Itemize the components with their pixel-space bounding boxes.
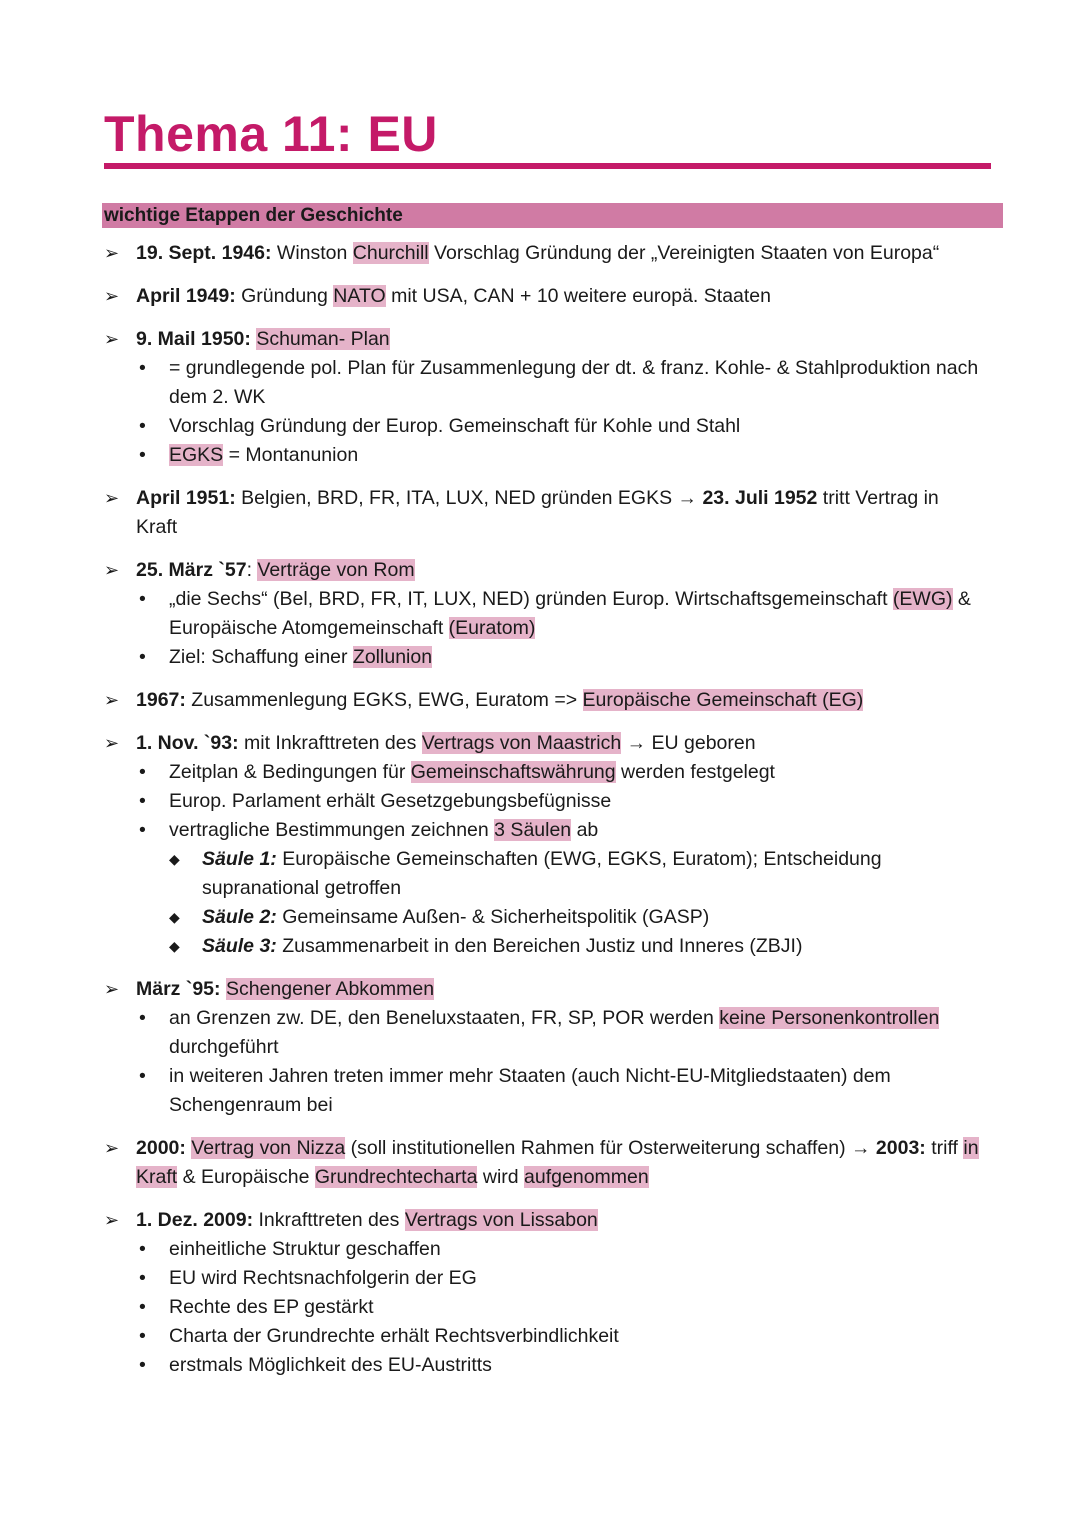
entry-text: Belgien, BRD, FR, ITA, LUX, NED gründen EGKS → — [235, 487, 703, 509]
diamond-bullet-icon: ◆ — [169, 909, 180, 925]
arrow-bullet-icon: ➢ — [104, 488, 120, 508]
item-text: werden festgelegt — [615, 761, 775, 783]
section-heading: wichtige Etappen der Geschichte — [102, 203, 1003, 228]
highlight: (Euratom) — [448, 617, 536, 639]
item-text: einheitliche Struktur geschaffen — [169, 1238, 441, 1260]
list-item — [136, 643, 984, 672]
list-item — [136, 816, 984, 961]
bullet-icon: • — [139, 1007, 146, 1029]
timeline-entry-1951 — [104, 484, 984, 542]
arrow-bullet-icon: ➢ — [104, 733, 120, 753]
bullet-icon: • — [139, 1325, 146, 1347]
bullet-icon: • — [139, 588, 146, 610]
item-text: Europ. Parlament erhält Gesetzgebungsbefügnisse — [169, 790, 612, 812]
arrow-bullet-icon: ➢ — [104, 286, 120, 306]
highlight: 3 Säulen — [494, 819, 572, 841]
item-text: EU wird Rechtsnachfolgerin der EG — [169, 1267, 477, 1289]
arrow-bullet-icon: ➢ — [104, 979, 120, 999]
highlight: Churchill — [352, 242, 429, 264]
timeline-entry-1950 — [104, 325, 984, 470]
list-item — [136, 787, 984, 816]
highlight: Vertrag von Nizza — [191, 1137, 346, 1159]
highlight: Grundrechtecharta — [314, 1166, 478, 1188]
sub-list — [136, 354, 984, 470]
list-item — [136, 1062, 984, 1120]
item-text: Vorschlag Gründung der Europ. Gemeinschaft für Kohle und Stahl — [169, 415, 741, 437]
entry-date-secondary: 23. Juli 1952 — [702, 487, 818, 509]
title-underline — [104, 163, 991, 169]
bullet-icon: • — [139, 819, 146, 841]
bullet-icon: • — [139, 790, 146, 812]
item-text: an Grenzen zw. DE, den Beneluxstaaten, FR, SP, POR werden — [169, 1007, 720, 1029]
bullet-icon: • — [139, 415, 146, 437]
entry-text: : — [246, 559, 258, 581]
pillar-item — [169, 903, 984, 932]
pillar-text: Europäische Gemeinschaften (EWG, EGKS, Euratom); Entscheidung supranational getroffen — [202, 848, 882, 899]
list-item — [136, 1235, 984, 1264]
bullet-icon: • — [139, 1354, 146, 1376]
item-text: „die Sechs“ (Bel, BRD, FR, IT, LUX, NED) gründen Europ. Wirtschaftsgemeinschaft — [169, 588, 893, 610]
list-item — [136, 1322, 984, 1351]
highlight: Vertrags von Lissabon — [404, 1209, 598, 1231]
entry-date: 25. März `57 — [136, 559, 247, 581]
sub-list — [136, 758, 984, 961]
entry-text: → EU geboren — [621, 732, 756, 754]
sub-list — [136, 1235, 984, 1380]
pillar-label: Säule 1: — [202, 848, 277, 870]
entry-text: mit Inkrafttreten des — [238, 732, 422, 754]
list-item — [136, 758, 984, 787]
entry-date: April 1949: — [136, 285, 236, 307]
entry-text: wird — [477, 1166, 525, 1188]
item-text: = Montanunion — [223, 444, 359, 466]
entry-text: Inkrafttreten des — [253, 1209, 405, 1231]
highlight: Schengener Abkommen — [225, 978, 435, 1000]
list-item — [136, 412, 984, 441]
pillar-list — [169, 845, 984, 961]
entry-date: März `95: — [136, 978, 221, 1000]
highlight: NATO — [333, 285, 386, 307]
entry-text: tritt Vertrag in Kraft — [136, 487, 939, 538]
entry-date: 2000: — [136, 1137, 186, 1159]
arrow-bullet-icon: ➢ — [104, 690, 120, 710]
timeline-entry-1995 — [104, 975, 984, 1120]
entry-text: triff — [925, 1137, 964, 1159]
entry-date: 1967: — [136, 689, 186, 711]
arrow-bullet-icon: ➢ — [104, 560, 120, 580]
highlight: Schuman- Plan — [256, 328, 390, 350]
item-text: in weiteren Jahren treten immer mehr Staaten (auch Nicht-EU-Mitgliedstaaten) dem Schengenraum bei — [169, 1065, 891, 1116]
list-item — [136, 585, 984, 643]
entry-text: Zusammenlegung EGKS, EWG, Euratom => — [185, 689, 583, 711]
entry-date: 1. Dez. 2009: — [136, 1209, 254, 1231]
timeline-entry-1957 — [104, 556, 984, 672]
pillar-label: Säule 2: — [202, 906, 277, 928]
pillar-label: Säule 3: — [202, 935, 277, 957]
entry-date: 9. Mail 1950: — [136, 328, 251, 350]
timeline-entry-1993 — [104, 729, 984, 961]
pillar-text: Zusammenarbeit in den Bereichen Justiz und Inneres (ZBJI) — [276, 935, 803, 957]
arrow-bullet-icon: ➢ — [104, 1138, 120, 1158]
list-item — [136, 354, 984, 412]
item-text: vertragliche Bestimmungen zeichnen — [169, 819, 495, 841]
pillar-text: Gemeinsame Außen- & Sicherheitspolitik (GASP) — [276, 906, 710, 928]
bullet-icon: • — [139, 1267, 146, 1289]
timeline-entry-1949 — [104, 282, 984, 311]
bullet-icon: • — [139, 761, 146, 783]
list-item — [136, 1004, 984, 1062]
list-item — [136, 1264, 984, 1293]
bullet-icon: • — [139, 444, 146, 466]
highlight: Vertrags von Maastrich — [421, 732, 622, 754]
entry-text: Winston — [271, 242, 353, 264]
bullet-icon: • — [139, 1296, 146, 1318]
arrow-bullet-icon: ➢ — [104, 1210, 120, 1230]
timeline-entry-2000 — [104, 1134, 984, 1192]
timeline-entry-1967 — [104, 686, 984, 715]
arrow-bullet-icon: ➢ — [104, 243, 120, 263]
entry-text: (soll institutionellen Rahmen für Osterweiterung schaffen) → — [345, 1137, 876, 1159]
highlight: in Kraft — [136, 1137, 979, 1188]
sub-list — [136, 585, 984, 672]
bullet-icon: • — [139, 1065, 146, 1087]
entry-date: April 1951: — [136, 487, 236, 509]
highlight: aufgenommen — [524, 1166, 649, 1188]
item-text: durchgeführt — [169, 1036, 279, 1058]
highlight: (EWG) — [892, 588, 953, 610]
bullet-icon: • — [139, 646, 146, 668]
item-text: Charta der Grundrechte erhält Rechtsverbindlichkeit — [169, 1325, 619, 1347]
entry-text: mit USA, CAN + 10 weitere europä. Staaten — [385, 285, 771, 307]
entry-text: Gründung — [235, 285, 334, 307]
timeline — [104, 239, 984, 1394]
pillar-item — [169, 845, 984, 903]
highlight: Gemeinschaftswährung — [410, 761, 616, 783]
highlight: Europäische Gemeinschaft (EG) — [582, 689, 864, 711]
diamond-bullet-icon: ◆ — [169, 851, 180, 867]
item-text: Rechte des EP gestärkt — [169, 1296, 374, 1318]
highlight: EGKS — [169, 444, 224, 466]
bullet-icon: • — [139, 1238, 146, 1260]
list-item — [136, 441, 984, 470]
entry-date: 19. Sept. 1946: — [136, 242, 272, 264]
entry-text: Vorschlag Gründung der „Vereinigten Staaten von Europa“ — [428, 242, 940, 264]
arrow-bullet-icon: ➢ — [104, 329, 120, 349]
list-item — [136, 1351, 984, 1380]
sub-list — [136, 1004, 984, 1120]
highlight: Zollunion — [352, 646, 433, 668]
bullet-icon: • — [139, 357, 146, 379]
item-text: erstmals Möglichkeit des EU-Austritts — [169, 1354, 492, 1376]
item-text: & Europäische Atomgemeinschaft — [169, 588, 971, 639]
item-text: ab — [571, 819, 599, 841]
item-text: = grundlegende pol. Plan für Zusammenlegung der dt. & franz. Kohle- & Stahlproduktion nach dem 2. WK — [169, 357, 979, 408]
timeline-entry-2009 — [104, 1206, 984, 1380]
pillar-item — [169, 932, 984, 961]
entry-date: 1. Nov. `93: — [136, 732, 239, 754]
highlight: keine Personenkontrollen — [719, 1007, 940, 1029]
item-text: Ziel: Schaffung einer — [169, 646, 353, 668]
highlight: Verträge von Rom — [257, 559, 415, 581]
item-text: Zeitplan & Bedingungen für — [169, 761, 411, 783]
timeline-entry-1946 — [104, 239, 984, 268]
page-title: Thema 11: EU — [104, 106, 438, 162]
entry-date-secondary: 2003: — [875, 1137, 926, 1159]
list-item — [136, 1293, 984, 1322]
entry-text: & Europäische — [177, 1166, 315, 1188]
diamond-bullet-icon: ◆ — [169, 938, 180, 954]
